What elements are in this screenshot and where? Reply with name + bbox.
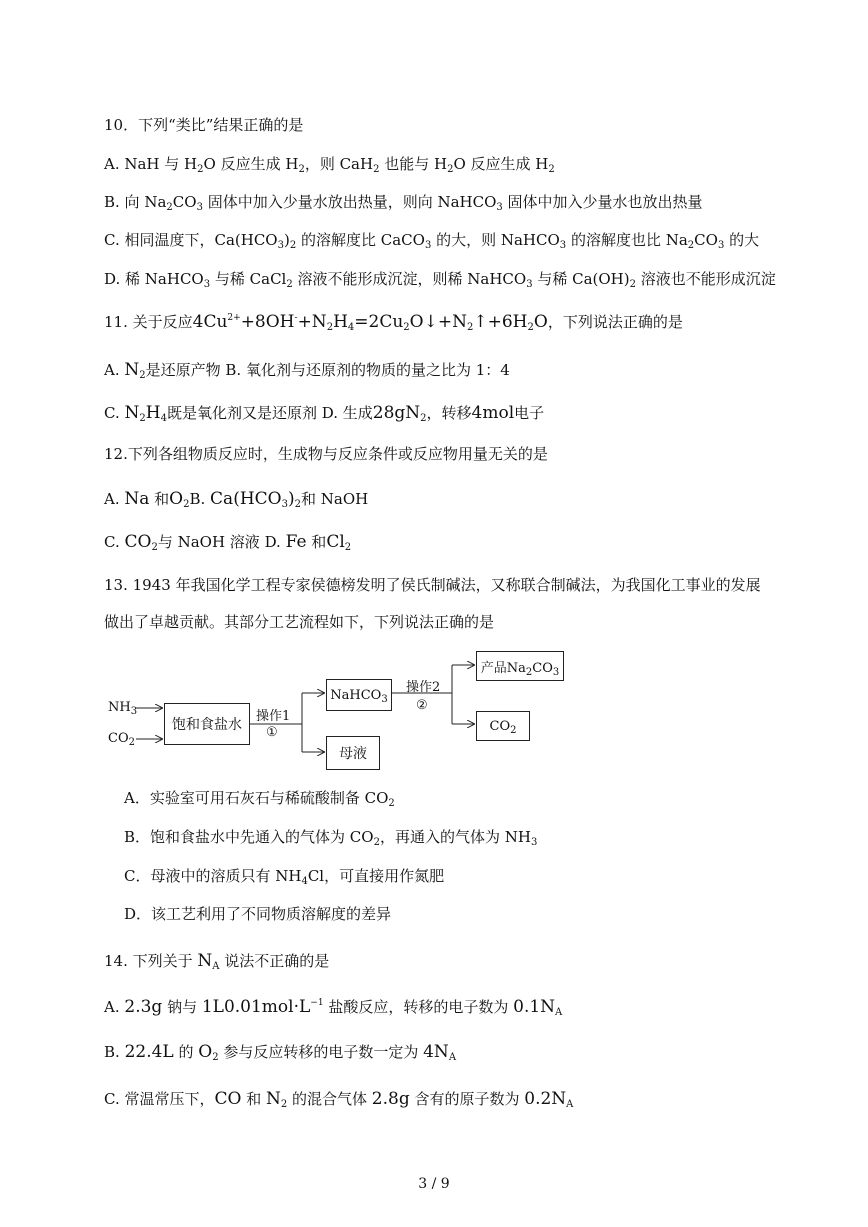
q14-stem: 14. 下列关于 $N_A$ 说法不正确的是 [104, 951, 330, 972]
q12-option-cd: C. $CO_2$与 NaOH 溶液 D. Fe 和$Cl_2$ [104, 532, 352, 553]
product-box: 产品$Na_2CO_3$ [476, 651, 564, 681]
nh3-label: $NH_3$ [108, 700, 138, 717]
q11-option-ab: A. $N_2$是还原产物 B. 氧化剂与还原剂的物质的量之比为 1：4 [104, 360, 510, 381]
q13-stem-line1: 13. 1943 年我国化学工程专家侯德榜发明了侯氏制碱法，又称联合制碱法，为我国化工事业的发展 [104, 576, 761, 594]
co2-out-box: $CO_2$ [476, 711, 530, 741]
q11-equation: $4Cu^{2+}+8OH^-+N_2H_4=2Cu_2O↓+N_2↑+6H_2O$ [192, 312, 548, 333]
q13-option-c: C．母液中的溶质只有 $NH_4Cl$，可直接用作氮肥 [124, 867, 445, 887]
brine-box: 饱和食盐水 [164, 703, 250, 745]
q13-stem-line2: 做出了卓越贡献。其部分工艺流程如下，下列说法正确的是 [104, 613, 495, 631]
q11-stem: 11. 关于反应$4Cu^{2+}+8OH^-+N_2H_4=2Cu_2O↓+N_2↑+6H_2O$，下列说法正确的是 [104, 312, 683, 333]
op1-label: 操作1 [256, 709, 291, 724]
q10-option-c: C. 相同温度下，$Ca(HCO_3)_2$ 的溶解度比 CaCO$_3$ 的大，则 NaHCO$_3$ 的溶解度也比 $Na_2CO_3$ 的大 [104, 231, 760, 251]
q14-option-a: A. 2.3g 钠与 $1L0.01mol\cdot L^{-1}$ 盐酸反应，转移的电子数为 $0.1N_A$ [104, 997, 563, 1018]
q12-stem: 12.下列各组物质反应时，生成物与反应条件或反应物用量无关的是 [104, 445, 548, 463]
q13-option-a: A．实验室可用石灰石与稀硫酸制备 $CO_2$ [124, 789, 395, 809]
q14-option-b: B. 22.4L 的 $O_2$ 参与反应转移的电子数一定为 $4N_A$ [104, 1042, 457, 1063]
op1-number: ① [266, 725, 278, 740]
q10-option-d: D. 稀 NaHCO$_3$ 与稀 CaCl$_2$ 溶液不能形成沉淀，则稀 NaHCO$_3$ 与稀 $Ca(OH)_2$ 溶液也不能形成沉淀 [104, 270, 776, 290]
q10-stem: 10．下列“类比”结果正确的是 [104, 116, 304, 134]
op2-number: ② [416, 698, 428, 713]
q10-option-a: A. NaH 与 $H_2O$ 反应生成 $H_2$，则 CaH$_2$ 也能与 $H_2O$ 反应生成 $H_2$ [104, 155, 555, 175]
mother-liquor-box: 母液 [326, 736, 380, 770]
co2-in-label: $CO_2$ [108, 731, 135, 748]
q10-option-b: B. 向 $Na_2CO_3$ 固体中加入少量水放出热量，则向 NaHCO$_3$ 固体中加入少量水也放出热量 [104, 193, 703, 213]
q12-option-ab: A. Na 和$O_2B$. $Ca(HCO_3)_2$和 NaOH [104, 489, 369, 510]
q11-option-cd: C. $N_2H_4$既是氧化剂又是还原剂 D. 生成$28gN_2$，转移4mol电子 [104, 403, 545, 424]
q13-option-b: B．饱和食盐水中先通入的气体为 $CO_2$，再通入的气体为 $NH_3$ [124, 828, 538, 848]
page-number: 3 / 9 [418, 1176, 450, 1192]
op2-label: 操作2 [406, 680, 441, 695]
q14-option-c: C. 常温常压下，CO 和 $N_2$ 的混合气体 2.8g 含有的原子数为 $0.2N_A$ [104, 1089, 574, 1110]
q13-option-d: D．该工艺利用了不同物质溶解度的差异 [124, 905, 392, 923]
nahco3-box: NaHCO$_3$ [326, 679, 392, 711]
